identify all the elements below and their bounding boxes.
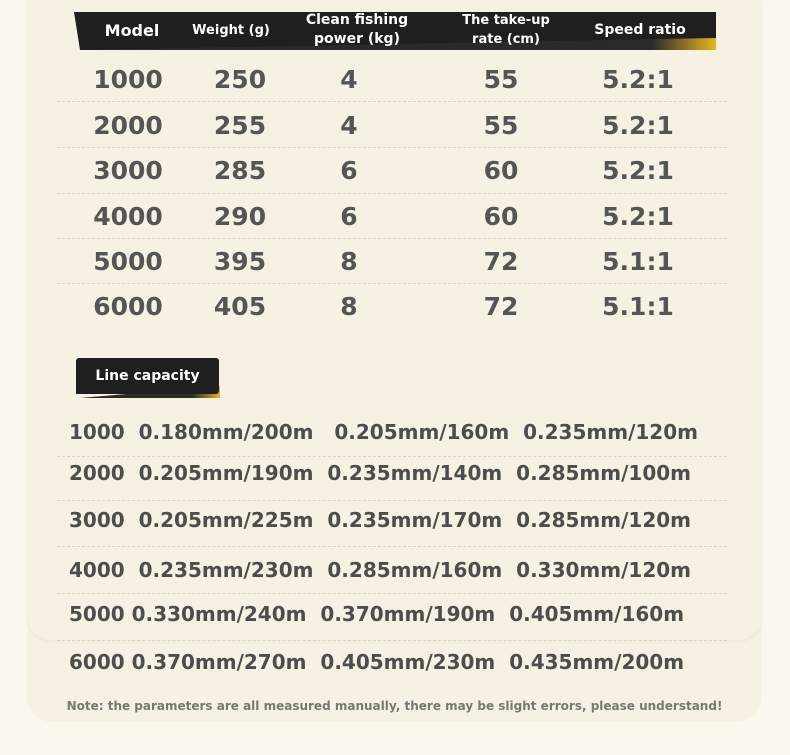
spec-power: 4 <box>340 111 358 140</box>
capacity-value-3: 0.285mm/120m <box>516 508 692 532</box>
spec-model: 3000 <box>93 156 163 185</box>
spec-model: 1000 <box>93 65 163 94</box>
capacity-value-2: 0.370mm/190m <box>320 602 496 626</box>
row-divider <box>57 593 727 594</box>
capacity-row <box>69 648 684 676</box>
spec-model: 6000 <box>93 292 163 321</box>
capacity-value-2: 0.405mm/230m <box>320 650 496 674</box>
capacity-value-3: 0.235mm/120m <box>523 420 698 444</box>
spec-weight: 405 <box>213 292 267 321</box>
capacity-value-1: 0.370mm/270m <box>131 650 307 674</box>
capacity-value-1: 0.330mm/240m <box>131 602 307 626</box>
capacity-model: 5000 <box>69 602 125 626</box>
row-divider <box>57 283 727 284</box>
spec-model: 2000 <box>93 111 163 140</box>
spec-rate: 72 <box>483 247 519 276</box>
header-power-line1: Clean fishing <box>305 12 409 28</box>
spec-power: 8 <box>340 292 358 321</box>
spec-ratio: 5.2:1 <box>602 202 674 231</box>
header-rate-line2: rate (cm) <box>472 32 540 47</box>
spec-weight: 250 <box>213 65 267 94</box>
capacity-value-2: 0.235mm/140m <box>327 461 503 485</box>
row-divider <box>57 193 727 194</box>
spec-rate: 55 <box>483 111 519 140</box>
capacity-value-2: 0.235mm/170m <box>327 508 503 532</box>
capacity-row <box>69 556 691 584</box>
header-weight: Weight (g) <box>192 22 270 38</box>
capacity-row <box>69 506 691 534</box>
spec-power: 6 <box>340 156 358 185</box>
capacity-value-3: 0.285mm/100m <box>516 461 692 485</box>
capacity-model: 6000 <box>69 650 125 674</box>
spec-model: 5000 <box>93 247 163 276</box>
spec-weight: 285 <box>213 156 267 185</box>
spec-ratio: 5.2:1 <box>602 65 674 94</box>
spec-power: 4 <box>340 65 358 94</box>
header-rate <box>450 10 562 50</box>
spec-ratio: 5.2:1 <box>602 156 674 185</box>
spec-ratio: 5.1:1 <box>602 247 674 276</box>
capacity-value-2: 0.205mm/160m <box>334 420 510 444</box>
spec-ratio: 5.1:1 <box>602 292 674 321</box>
row-divider <box>57 640 727 641</box>
header-model: Model <box>104 20 160 40</box>
spec-power: 6 <box>340 202 358 231</box>
spec-model: 4000 <box>93 202 163 231</box>
spec-weight: 395 <box>213 247 267 276</box>
spec-rate: 60 <box>483 156 519 185</box>
header-rate-line1: The take-up <box>462 13 550 28</box>
spec-ratio: 5.2:1 <box>602 111 674 140</box>
capacity-value-3: 0.435mm/200m <box>509 650 685 674</box>
row-divider <box>57 500 727 501</box>
capacity-model: 1000 <box>69 420 125 444</box>
row-divider <box>57 101 727 102</box>
row-divider <box>57 546 727 547</box>
capacity-value-3: 0.330mm/120m <box>516 558 692 582</box>
capacity-value-1: 0.205mm/225m <box>138 508 314 532</box>
line-capacity-title: Line capacity <box>76 358 219 394</box>
header-ratio: Speed ratio <box>594 21 686 38</box>
spec-power: 8 <box>340 247 358 276</box>
capacity-value-2: 0.285mm/160m <box>327 558 503 582</box>
capacity-value-1: 0.235mm/230m <box>138 558 314 582</box>
capacity-model: 3000 <box>69 508 125 532</box>
spec-weight: 255 <box>213 111 267 140</box>
spec-rate: 55 <box>483 65 519 94</box>
capacity-model: 2000 <box>69 461 125 485</box>
row-divider <box>57 238 727 239</box>
header-power-line2: power (kg) <box>314 31 400 47</box>
header-power <box>295 10 419 50</box>
capacity-row <box>69 600 684 628</box>
row-divider <box>57 147 727 148</box>
capacity-value-1: 0.205mm/190m <box>138 461 314 485</box>
spec-rate: 72 <box>483 292 519 321</box>
footnote: Note: the parameters are all measured manually, there may be slight errors, please understand! <box>66 699 723 713</box>
spec-rate: 60 <box>483 202 519 231</box>
capacity-value-3: 0.405mm/160m <box>509 602 685 626</box>
capacity-value-1: 0.180mm/200m <box>138 420 314 444</box>
capacity-model: 4000 <box>69 558 125 582</box>
spec-weight: 290 <box>213 202 267 231</box>
capacity-row <box>69 418 698 446</box>
row-divider <box>57 456 727 457</box>
capacity-row <box>69 459 691 487</box>
